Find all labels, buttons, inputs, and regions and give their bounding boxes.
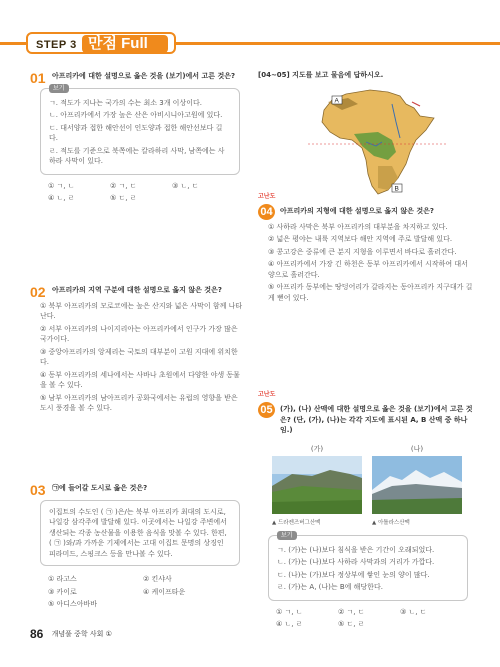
map-marker-a: A xyxy=(334,97,339,105)
difficulty-badge: 고난도 xyxy=(258,391,276,398)
bogi-box xyxy=(268,531,468,601)
answer-option[interactable]: ③ 콩고강은 중류에 큰 분지 지형을 이루면서 바다로 흘러간다. xyxy=(268,247,457,256)
question-04 xyxy=(258,192,473,305)
answer-choices xyxy=(48,574,245,610)
answer-choice[interactable]: ⑤ 아디스아바바 xyxy=(48,600,98,608)
answer-choice[interactable]: ④ ㄴ, ㄹ xyxy=(48,194,75,202)
question-number: 04 xyxy=(258,204,275,220)
page-header xyxy=(0,28,500,58)
answer-option[interactable]: ② 서부 아프리카의 나이지리아는 아프리카에서 인구가 가장 많은 국가이다. xyxy=(40,324,238,343)
answer-choice[interactable]: ⑤ ㄷ, ㄹ xyxy=(110,194,137,202)
photo-a xyxy=(272,444,362,527)
answer-choice[interactable]: ③ ㄴ, ㄷ xyxy=(172,181,199,190)
photo-caption: ▲ 드라켄즈버그산맥 xyxy=(272,519,321,526)
bogi-item: ㄷ. (나)는 (가)보다 정상부에 쌓인 눈의 양이 많다. xyxy=(277,570,430,579)
passage-box: 이집트의 수도인 ( ㉠ )은/는 북부 아프리카 최대의 도시로, 나일강 삼각주에 발달해 있다. 이곳에서는 나일강 주변에서 생산되는 각종 농산물을 이용한 음식을 맛볼 수 있다. 한편, ( ㉠ )와/과 가까운 기제에서는 고대 이집트 문명의 상징인 피라미드, 스핑크스 등을 만나볼 수 있다. xyxy=(40,500,240,567)
question-03 xyxy=(30,480,245,610)
answer-choice[interactable]: ① 라고스 xyxy=(48,575,77,583)
bogi-item: ㄱ. (가)는 (나)보다 침식을 받은 기간이 오래되었다. xyxy=(277,545,435,554)
question-text: 아프리카의 지역 구분에 대한 설명으로 옳지 않은 것은? xyxy=(52,286,222,294)
book-title: 개념풀 중학 사회 ① xyxy=(51,630,112,638)
answer-choice[interactable]: ③ ㄴ, ㄷ xyxy=(400,607,427,616)
answer-choice[interactable]: ② ㄱ, ㄷ xyxy=(338,607,365,616)
page-number: 86 xyxy=(30,627,44,641)
question-01 xyxy=(30,68,245,204)
drakensberg-photo xyxy=(272,456,362,514)
answer-option[interactable]: ① 사하라 사막은 북부 아프리카의 대부분을 차지하고 있다. xyxy=(268,222,448,231)
question-number: 03 xyxy=(30,482,46,498)
answer-choice[interactable]: ④ ㄴ, ㄹ xyxy=(276,620,303,629)
question-02 xyxy=(30,282,245,416)
option-list xyxy=(268,222,473,304)
photo-row xyxy=(272,444,473,527)
answer-choice[interactable]: ② 킨샤사 xyxy=(143,575,172,583)
answer-choices xyxy=(48,181,245,204)
answer-option[interactable]: ① 북부 아프리카의 모로코에는 높은 산지와 넓은 사막이 함께 나타난다. xyxy=(40,301,243,320)
africa-map xyxy=(288,82,468,202)
answer-option[interactable]: ② 넓은 평야는 내륙 지역보다 해안 지역에 주로 발달해 있다. xyxy=(268,235,453,243)
photo-title: (가) xyxy=(310,444,324,453)
atlas-photo xyxy=(372,456,462,514)
answer-choice[interactable]: ⑤ ㄷ, ㄹ xyxy=(338,620,365,629)
answer-option[interactable]: ⑤ 아프리카 동부에는 땅덩어리가 갈라지는 동아프리카 지구대가 길게 뻗어 있다. xyxy=(268,283,473,302)
page-footer xyxy=(30,625,112,643)
map-section xyxy=(258,68,473,208)
section-title: 만점 Full xyxy=(82,35,168,53)
bogi-item: ㄹ. 적도를 기준으로 북쪽에는 칼라하리 사막, 남쪽에는 사하라 사막이 있다. xyxy=(49,146,225,165)
bogi-item: ㄴ. 아프리카에서 가장 높은 산은 아비시니아고원에 있다. xyxy=(49,111,223,119)
photo-caption: ▲ 아틀라스산맥 xyxy=(372,519,410,526)
bogi-item: ㄷ. 대서양과 접한 해안선이 인도양과 접한 해안선보다 길다. xyxy=(49,123,223,142)
option-list xyxy=(40,301,245,414)
answer-choice[interactable]: ① ㄱ, ㄴ xyxy=(48,181,75,190)
question-number: 02 xyxy=(30,284,46,300)
question-text: ㉠에 들어갈 도시로 옳은 것은? xyxy=(52,484,148,492)
answer-option[interactable]: ④ 아프리카에서 가장 긴 하천은 동부 아프리카에서 시작하여 대서양으로 흘러간다. xyxy=(268,260,468,279)
question-text: 아프리카의 지형에 대한 설명으로 옳지 않은 것은? xyxy=(280,207,434,215)
answer-option[interactable]: ④ 동부 아프리카의 세나에서는 사바나 초원에서 다양한 야생 동물을 볼 수 있다. xyxy=(40,370,240,389)
difficulty-badge: 고난도 xyxy=(258,193,276,200)
answer-choice[interactable]: ③ 카이로 xyxy=(48,587,77,596)
bogi-tag: 보기 xyxy=(277,531,297,540)
question-number: 01 xyxy=(30,70,46,86)
bogi-box xyxy=(40,84,240,175)
answer-option[interactable]: ⑤ 남부 아프리카의 남아프리카 공화국에서는 유럽의 영향을 받은 도시 풍경을 볼 수 있다. xyxy=(40,393,238,412)
bogi-item: ㄹ. (가)는 A, (나)는 B에 해당한다. xyxy=(277,583,383,592)
answer-option[interactable]: ③ 중앙아프리카의 앙제리는 국토의 대부분이 고원 지대에 위치한다. xyxy=(40,347,238,366)
bogi-tag: 보기 xyxy=(49,84,69,93)
question-05 xyxy=(258,390,473,630)
bogi-item: ㄴ. (가)는 (나)보다 사하라 사막과의 거리가 가깝다. xyxy=(277,558,435,567)
bogi-item: ㄱ. 적도가 지나는 국가의 수는 최소 3개 이상이다. xyxy=(49,98,202,107)
question-text: 아프리카에 대한 설명으로 옳은 것을 (보기)에서 고른 것은? xyxy=(52,72,236,80)
photo-title: (나) xyxy=(410,444,424,453)
map-instruction: [04~05] 지도를 보고 물음에 답하시오. xyxy=(258,71,384,79)
question-text: (가), (나) 산맥에 대한 설명으로 옳은 것을 (보기)에서 고른 것은? (단, (가), (나)는 각각 지도에 표시된 A, B 산맥 중 하나임.) xyxy=(280,405,473,434)
map-marker-b: B xyxy=(394,185,399,193)
photo-b xyxy=(372,444,462,527)
step-label: STEP 3 xyxy=(36,39,77,51)
step-box xyxy=(26,32,176,54)
answer-choice[interactable]: ① ㄱ, ㄴ xyxy=(276,607,303,616)
answer-choice[interactable]: ② ㄱ, ㄷ xyxy=(110,181,137,190)
answer-choice[interactable]: ④ 케이프타운 xyxy=(143,587,186,596)
answer-choices xyxy=(276,607,473,630)
question-number: 05 xyxy=(258,402,275,418)
